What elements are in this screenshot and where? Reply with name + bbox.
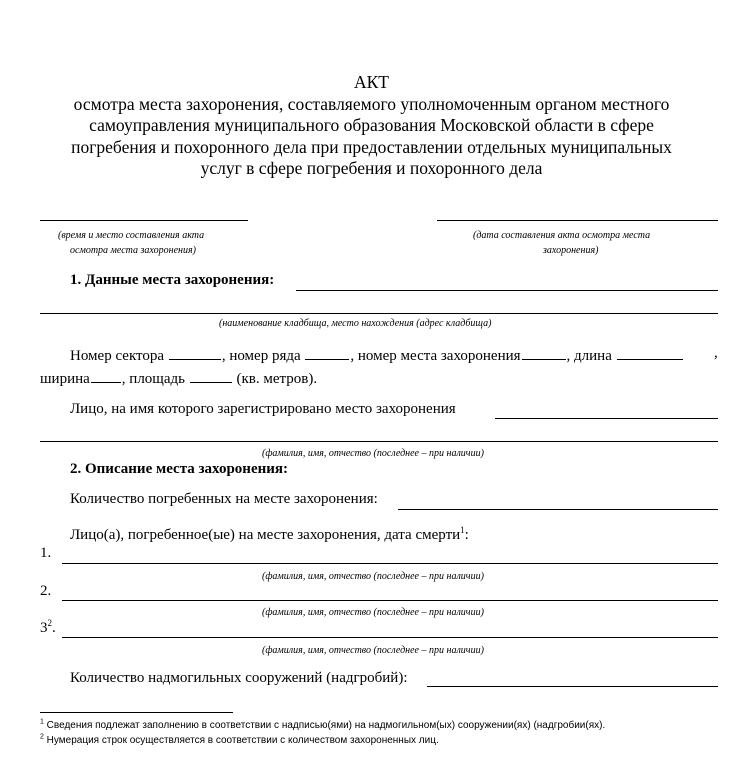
- area-blank[interactable]: [190, 368, 232, 383]
- document-title: [0, 72, 743, 180]
- act-date-blank[interactable]: [437, 220, 718, 221]
- row-label: , номер ряда: [221, 348, 301, 364]
- width-area-line: [40, 368, 317, 388]
- monuments-label: Количество надмогильных сооружений (надгробий):: [70, 670, 408, 686]
- footnote-ref-1: 1: [460, 525, 465, 535]
- person-3-number: 3: [40, 620, 48, 636]
- person-label: Лицо, на имя которого зарегистрировано место захоронения: [70, 401, 456, 417]
- person-1-number: 1.: [40, 545, 52, 561]
- place-time-blank[interactable]: [40, 220, 248, 221]
- person-2-blank[interactable]: [62, 600, 718, 601]
- row-number-blank[interactable]: [305, 345, 349, 360]
- title-heading: АКТ: [354, 72, 389, 92]
- person-3-number-line: $3^2$.: [40, 618, 56, 636]
- area-label: , площадь: [121, 371, 185, 387]
- person-blank-1[interactable]: [495, 418, 718, 419]
- buried-persons-line: Лицо(а), погребенное(ые) на месте захоронения, дата смерти$^1$:: [70, 525, 469, 543]
- person-caption: (фамилия, имя, отчество (последнее – при наличии): [262, 448, 484, 459]
- buried-count-blank[interactable]: [398, 509, 718, 510]
- title-line-3: погребения и похоронного дела при предоставлении отдельных муниципальных: [71, 136, 672, 157]
- length-blank[interactable]: [617, 345, 683, 360]
- act-date-caption-2: захоронения): [543, 245, 599, 256]
- sector-number-blank[interactable]: [169, 345, 221, 360]
- place-time-caption-1: (время и место составления акта: [58, 230, 205, 241]
- act-date-caption-1: (дата составления акта осмотра места: [473, 230, 651, 241]
- sector-line: [70, 345, 684, 365]
- footnote-1-mark: 1: [40, 718, 44, 726]
- cemetery-caption: (наименование кладбища, место нахождения (адрес кладбища): [219, 318, 492, 329]
- monuments-blank[interactable]: [427, 686, 718, 687]
- buried-persons-label: Лицо(а), погребенное(ые) на месте захоронения, дата смерти: [70, 527, 461, 543]
- title-line-4: услуг в сфере погребения и похоронного дела: [200, 158, 543, 178]
- width-label: ширина: [40, 371, 90, 387]
- person-2-number: 2.: [40, 583, 52, 599]
- footnote-separator: [40, 712, 233, 713]
- section2-heading: 2. Описание места захоронения:: [70, 461, 288, 477]
- person-2-caption: (фамилия, имя, отчество (последнее – при наличии): [262, 607, 484, 618]
- place-number-blank[interactable]: [522, 345, 566, 360]
- cemetery-blank-2[interactable]: [40, 313, 718, 314]
- footnote-2: [40, 735, 439, 746]
- place-time-caption-2: осмотра места захоронения): [70, 245, 196, 256]
- cemetery-blank-1[interactable]: [296, 290, 718, 291]
- sector-label: Номер сектора: [70, 348, 165, 364]
- trailing-comma: ,: [714, 345, 718, 361]
- length-label: , длина: [566, 348, 612, 364]
- footnote-2-text: Нумерация строк осуществляется в соответствии с количеством захороненных лиц.: [43, 735, 439, 746]
- person-1-blank[interactable]: [62, 563, 718, 564]
- title-line-1: осмотра места захоронения, составляемого уполномоченным органом местного: [73, 93, 670, 114]
- section1-heading: 1. Данные места захоронения:: [70, 272, 275, 288]
- footnote-1-text: Сведения подлежат заполнению в соответствии с надписью(ями) на надмогильном(ых) сооружении(ях) (надгробии(ях).: [43, 720, 606, 731]
- area-unit: (кв. метров).: [236, 371, 318, 387]
- footnote-ref-2: 2: [47, 618, 52, 628]
- buried-count-label: Количество погребенных на месте захоронения:: [70, 491, 378, 507]
- person-1-caption: (фамилия, имя, отчество (последнее – при наличии): [262, 571, 484, 582]
- width-blank[interactable]: [91, 368, 121, 383]
- person-blank-2[interactable]: [40, 441, 718, 442]
- person-3-blank[interactable]: [62, 637, 718, 638]
- footnote-1: [40, 720, 605, 731]
- person-3-caption: (фамилия, имя, отчество (последнее – при наличии): [262, 645, 484, 656]
- footnote-2-mark: 2: [40, 733, 44, 741]
- title-line-2: самоуправления муниципального образования Московской области в сфере: [89, 115, 654, 135]
- place-number-label: , номер места захоронения: [350, 348, 521, 364]
